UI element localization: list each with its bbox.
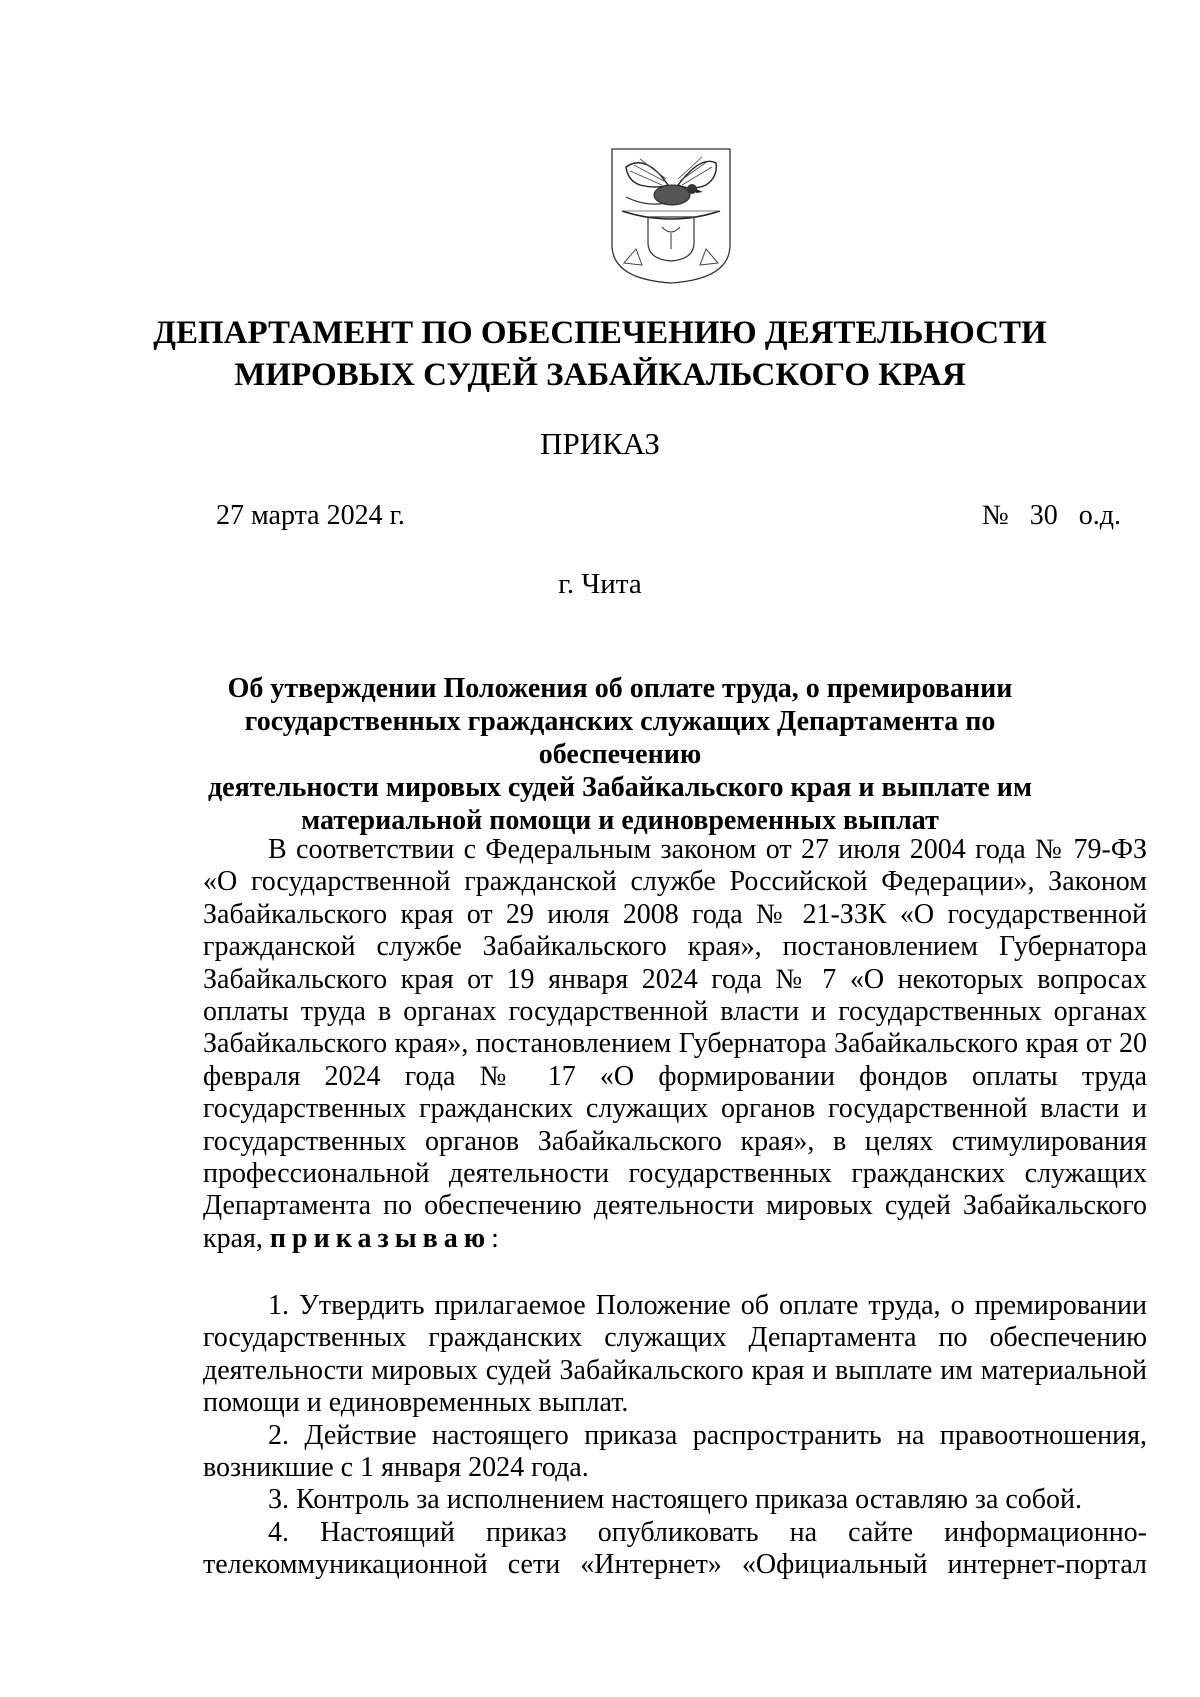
- command-word: приказываю: [269, 1222, 492, 1254]
- order-number: № 30 о.д.: [982, 500, 1121, 531]
- order-subject: [180, 672, 1060, 837]
- preamble-text: В соответствии с Федеральным законом от 27 июля 2004 года № 79-ФЗ «О государственной гражданской службе Российской Федерации», Законом Забайкальского края от 29 июля 2008 года № 21-ЗЗК «О государственной гражданской службе Забайкальского края», постановлением Губернатора Забайкальского края от 19 января 2024 года № 7 «О некоторых вопросах оплаты труда в органах государственной власти и государственных органах Забайкальского края», постановлением Губернатора Забайкальского края от 20 февраля 2024 года № 17 «О формировании фондов оплаты труда государственных гражданских служащих органов государственной власти и государственных органов Забайкальского края», в целях стимулирования профессиональной деятельности государственных гражданских служащих Департамента по обеспечению деятельности мировых судей Забайкальского края,: [203, 834, 1147, 1254]
- order-items: [203, 1290, 1147, 1582]
- subject-line3: деятельности мировых судей Забайкальского края и выплате им: [207, 772, 1033, 803]
- order-item-2: 2. Действие настоящего приказа распространить на правоотношения, возникшие с 1 января 2024 года.: [203, 1419, 1147, 1484]
- organization-name-line1: ДЕПАРТАМЕНТ ПО ОБЕСПЕЧЕНИЮ ДЕЯТЕЛЬНОСТИ: [153, 315, 1047, 351]
- preamble-paragraph: [203, 834, 1147, 1255]
- organization-name: [0, 312, 1200, 396]
- subject-line4: материальной помощи и единовременных выплат: [301, 805, 939, 836]
- organization-name-line2: МИРОВЫХ СУДЕЙ ЗАБАЙКАЛЬСКОГО КРАЯ: [234, 357, 966, 393]
- order-city: г. Чита: [558, 568, 642, 600]
- document-type: ПРИКАЗ: [540, 426, 660, 461]
- subject-line1: Об утверждении Положения об оплате труда, о премировании: [227, 673, 1013, 704]
- subject-line2: государственных гражданских служащих Департамента по обеспечению: [244, 706, 996, 770]
- preamble: [203, 834, 1147, 1255]
- coat-of-arms-icon: [606, 145, 736, 285]
- order-item-3: 3. Контроль за исполнением настоящего приказа оставляю за собой.: [268, 1484, 1083, 1516]
- command-colon: :: [491, 1222, 499, 1254]
- order-item-1: 1. Утвердить прилагаемое Положение об оплате труда, о премировании государственных гражданских служащих Департамента по обеспечению деятельности мировых судей Забайкальского края и выплате им материальной помощи и единовременных выплат.: [203, 1290, 1147, 1419]
- order-item-4: 4. Настоящий приказ опубликовать на сайте информационно-телекоммуникационной сети «Интернет» «Официальный интернет-портал: [203, 1516, 1147, 1581]
- order-date: 27 марта 2024 г.: [216, 500, 405, 531]
